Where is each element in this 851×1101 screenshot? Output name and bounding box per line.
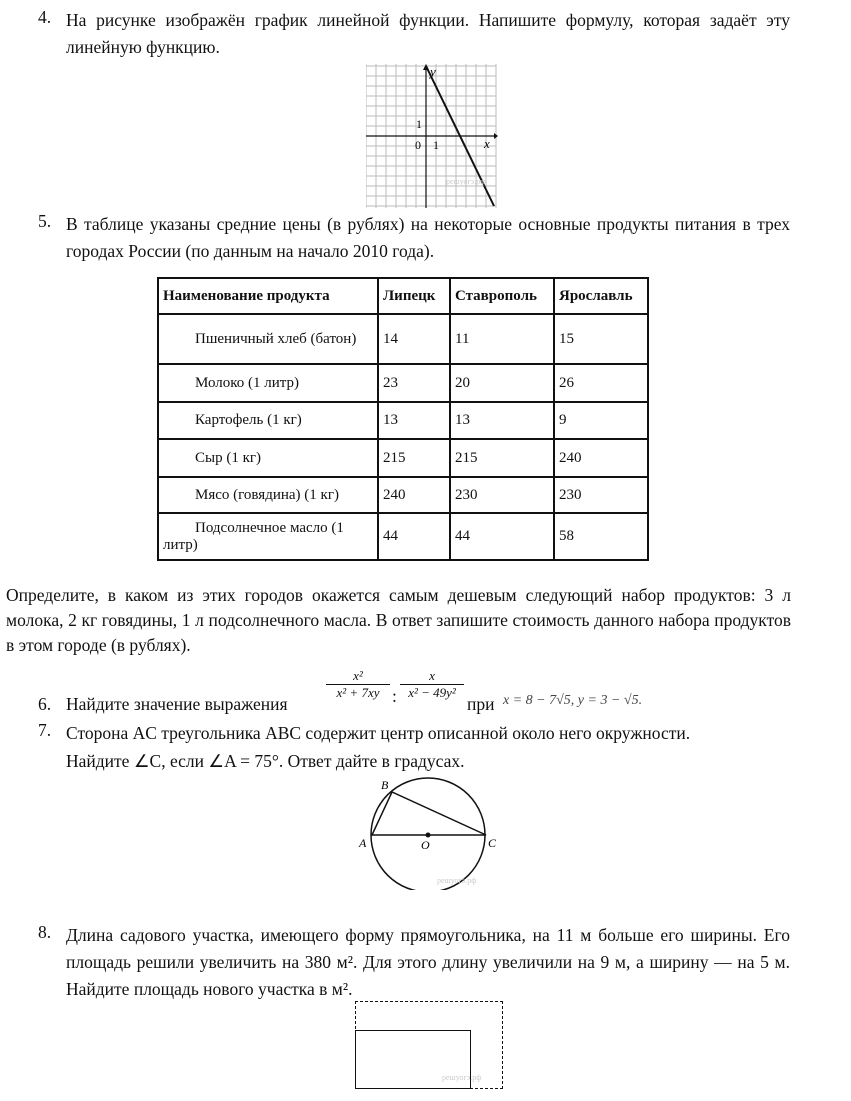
product-cell: Картофель (1 кг) xyxy=(158,402,378,439)
table-row xyxy=(158,402,648,439)
q4-text: На рисунке изображён график линейной функции. Напишите формулу, которая задаёт эту линейную функцию. xyxy=(66,10,790,57)
svg-text:решуогэ.рф: решуогэ.рф xyxy=(437,876,477,885)
price-cell: 230 xyxy=(450,477,554,513)
price-cell: 23 xyxy=(378,364,450,402)
price-cell: 58 xyxy=(554,513,648,560)
x-label: x xyxy=(484,136,490,151)
colon: : xyxy=(392,686,397,706)
watermark: решуогэ.рф xyxy=(442,1073,482,1082)
q5-question: Определите, в каком из этих городов окажется самым дешевым следующий набор продуктов: 3 л молока, 2 кг говядины, 1 л подсолнечного масла. В ответ запишите стоимость данного набора продуктов в этом городе (в рублях). xyxy=(6,585,791,655)
svg-text:B: B xyxy=(381,778,389,792)
q8-text: Длина садового участка, имеющего форму прямоугольника, на 11 м больше его ширины. Его площадь решили увеличить на 380 м². Для этого длину увеличили на 9 м, а ширину — на 5 м. Найдите площадь нового участка в м². xyxy=(66,925,790,999)
price-cell: 13 xyxy=(450,402,554,439)
product-cell: Мясо (говядина) (1 кг) xyxy=(158,477,378,513)
price-cell: 44 xyxy=(378,513,450,560)
fraction-2: x x² − 49y² xyxy=(400,668,464,701)
table-row xyxy=(158,477,648,513)
product-cell: Молоко (1 литр) xyxy=(158,364,378,402)
prices-table: Наименование продукта Липецк Ставрополь Ярославль Пшеничный хлеб (батон) 14 11 15 Молоко (1 литр) 23 20 26 Картофель (1 кг) 13 13 9 Сыр (1 кг) 215 215 240 Мясо (говядина) (1 кг) 240 230 230 Подсолнечное масло (1 литр) 44 44 58 xyxy=(157,277,649,561)
price-cell: 15 xyxy=(554,314,648,364)
price-cell: 44 xyxy=(450,513,554,560)
q5-number: 5. xyxy=(38,211,52,231)
q5-text: В таблице указаны средние цены (в рублях) на некоторые основные продукты питания в трех городах России (по данным на начало 2010 года). xyxy=(66,214,790,261)
price-cell: 240 xyxy=(378,477,450,513)
table-row xyxy=(158,364,648,402)
pri: при xyxy=(467,694,495,714)
q7-number: 7. xyxy=(38,720,52,740)
linear-function-graph xyxy=(366,64,498,208)
table-row xyxy=(158,314,648,364)
product-cell: Подсолнечное масло (1 литр) xyxy=(158,513,378,560)
triangle-abc xyxy=(372,792,486,835)
price-cell: 215 xyxy=(378,439,450,477)
q8-number: 8. xyxy=(38,922,52,942)
q6-number: 6. xyxy=(38,694,52,714)
product-cell: Пшеничный хлеб (батон) xyxy=(158,314,378,364)
y-label: y xyxy=(430,64,436,79)
price-cell: 20 xyxy=(450,364,554,402)
price-cell: 11 xyxy=(450,314,554,364)
watermark: решуогэ.рф xyxy=(446,177,486,186)
price-cell: 240 xyxy=(554,439,648,477)
center-point xyxy=(426,833,431,838)
tick-y-1: 1 xyxy=(416,117,422,131)
price-cell: 9 xyxy=(554,402,648,439)
fraction-1: x² x² + 7xy xyxy=(326,668,390,701)
svg-text:C: C xyxy=(488,836,497,850)
svg-text:A: A xyxy=(359,836,367,850)
svg-text:O: O xyxy=(421,838,430,852)
origin-label: 0 xyxy=(415,138,421,152)
q7-line2: Найдите ∠C, если ∠A = 75°. Ответ дайте в градусах. xyxy=(66,751,465,771)
tick-x-1: 1 xyxy=(433,138,439,152)
price-cell: 215 xyxy=(450,439,554,477)
price-cell: 14 xyxy=(378,314,450,364)
price-cell: 230 xyxy=(554,477,648,513)
q7-line1: Сторона AC треугольника ABC содержит центр описанной около него окружности. xyxy=(66,723,691,743)
table-row xyxy=(158,439,648,477)
condition: x = 8 − 7√5, y = 3 − √5. xyxy=(503,693,643,708)
price-cell: 13 xyxy=(378,402,450,439)
q6-text: Найдите значение выражения xyxy=(66,694,288,714)
product-cell: Сыр (1 кг) xyxy=(158,439,378,477)
circle-triangle-figure xyxy=(355,775,505,890)
q4-number: 4. xyxy=(38,7,52,27)
price-cell: 26 xyxy=(554,364,648,402)
table-row xyxy=(158,513,648,560)
